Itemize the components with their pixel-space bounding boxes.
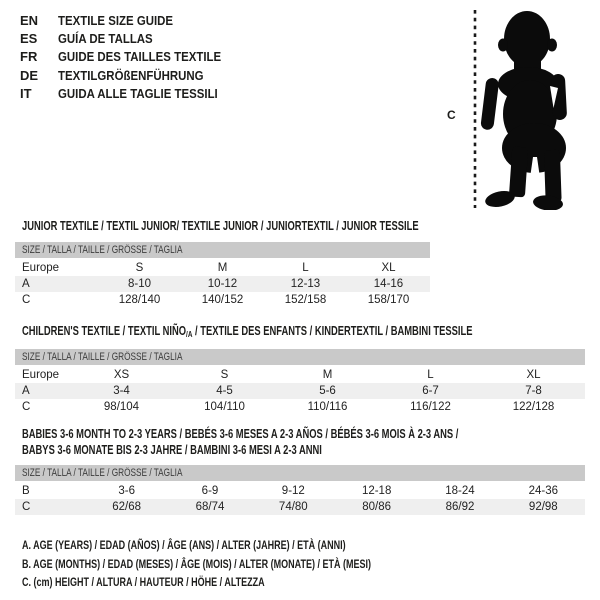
table-cell: 110/116 xyxy=(307,401,348,413)
language-code: EN xyxy=(20,12,39,28)
toddler-silhouette xyxy=(480,11,567,210)
table-cell: 3-4 xyxy=(113,385,130,397)
footnote xyxy=(22,573,487,592)
table-cell: 14-16 xyxy=(373,278,404,290)
size-table xyxy=(15,483,585,515)
table-cell: 86/92 xyxy=(445,501,475,513)
language-row xyxy=(20,85,243,103)
row-label-cell: A xyxy=(22,278,30,290)
row-label-cell: C xyxy=(22,294,31,306)
size-table xyxy=(15,367,585,415)
title-subscript: /A xyxy=(186,329,193,339)
row-label-cell: C xyxy=(22,501,31,513)
footnote xyxy=(22,555,487,574)
table-cell: 7-8 xyxy=(525,385,542,397)
table-cell: S xyxy=(220,369,229,381)
child-silhouette-figure xyxy=(462,2,592,210)
footnotes xyxy=(22,536,487,592)
row-label-cell: A xyxy=(22,385,30,397)
babies-textile-section xyxy=(15,427,585,515)
section-title-line1: BABIES 3-6 MONTH TO 2-3 YEARS / BEBÉS 3-6 MESES A 2-3 AÑOS / BÉBÉS 3-6 MOIS À 2-3 ANS / xyxy=(22,427,459,441)
section-title xyxy=(22,324,585,342)
table-row xyxy=(15,292,430,308)
table-cell: 122/128 xyxy=(512,401,555,413)
table-cell: 80/86 xyxy=(362,501,392,513)
table-cell: XL xyxy=(526,369,541,381)
row-label-cell: B xyxy=(22,485,30,497)
language-code: IT xyxy=(20,86,32,102)
table-cell: 10-12 xyxy=(207,278,238,290)
language-label: GUIDE DES TAILLES TEXTILE xyxy=(58,49,222,65)
table-cell: L xyxy=(427,369,434,381)
table-cell: M xyxy=(322,369,333,381)
table-cell: 5-6 xyxy=(319,385,336,397)
language-label: TEXTILGRÖßENFÜHRUNG xyxy=(58,67,204,83)
table-cell: 62/68 xyxy=(112,501,142,513)
table-cell: 9-12 xyxy=(281,485,305,497)
table-cell: 104/110 xyxy=(204,401,245,413)
row-label-cell: C xyxy=(22,401,31,413)
size-header-bar xyxy=(15,242,430,258)
table-row xyxy=(15,399,585,415)
table-cell: 12-18 xyxy=(361,485,392,497)
section-title xyxy=(22,219,430,234)
title-part: CHILDREN'S TEXTILE / TEXTIL NIÑO xyxy=(22,324,187,338)
language-row xyxy=(20,48,243,66)
height-marker-c-label: C xyxy=(447,108,456,122)
table-cell: XS xyxy=(113,369,130,381)
table-cell: 68/74 xyxy=(195,501,225,513)
language-label: TEXTILE SIZE GUIDE xyxy=(58,12,174,28)
language-row xyxy=(20,11,243,29)
table-cell: 116/122 xyxy=(410,401,451,413)
size-header-text: SIZE / TALLA / TAILLE / GRÖSSE / TAGLIA xyxy=(22,244,183,256)
table-cell: 4-5 xyxy=(216,385,233,397)
footnote-text: A. AGE (YEARS) / EDAD (AÑOS) / ÂGE (ANS) / ALTER (JAHRE) / ETÀ (ANNI) xyxy=(22,538,346,552)
table-cell: 18-24 xyxy=(445,485,475,497)
table-cell: 152/158 xyxy=(284,294,327,306)
size-table xyxy=(15,260,430,308)
childrens-textile-section xyxy=(15,324,585,415)
size-header-bar xyxy=(15,349,585,365)
table-cell: 98/104 xyxy=(103,401,140,413)
table-cell: 3-6 xyxy=(118,485,135,497)
language-row xyxy=(20,29,243,47)
language-list xyxy=(20,11,243,103)
table-cell: S xyxy=(135,262,144,274)
language-label: GUÍA DE TALLAS xyxy=(58,31,153,47)
table-row xyxy=(15,260,430,276)
language-label: GUIDA ALLE TAGLIE TESSILI xyxy=(58,86,218,102)
table-row xyxy=(15,276,430,292)
language-code: ES xyxy=(20,31,38,47)
table-cell: 8-10 xyxy=(127,278,152,290)
table-cell: 158/170 xyxy=(367,294,410,306)
table-cell: 128/140 xyxy=(118,294,161,306)
row-label-cell: Europe xyxy=(22,262,60,274)
table-row xyxy=(15,483,585,499)
footnote-text: B. AGE (MONTHS) / EDAD (MESES) / ÂGE (MOIS) / ALTER (MONATE) / ETÀ (MESI) xyxy=(22,556,371,571)
language-code: DE xyxy=(20,67,39,83)
table-cell: XL xyxy=(381,262,396,274)
footnote xyxy=(22,536,487,555)
table-cell: 24-36 xyxy=(528,485,559,497)
section-title-text: JUNIOR TEXTILE / TEXTIL JUNIOR/ TEXTILE JUNIOR / JUNIORTEXTIL / JUNIOR TESSILE xyxy=(22,219,419,233)
size-header-bar xyxy=(15,465,585,481)
table-cell: L xyxy=(302,262,309,274)
table-row xyxy=(15,367,585,383)
table-row xyxy=(15,499,585,515)
table-row xyxy=(15,383,585,399)
table-cell: 74/80 xyxy=(278,501,308,513)
table-cell: 140/152 xyxy=(201,294,244,306)
section-title-text xyxy=(22,324,472,342)
section-title-line2: BABYS 3-6 MONATE BIS 2-3 JAHRE / BAMBINI 3-6 MESI A 2-3 ANNI xyxy=(22,442,322,457)
language-row xyxy=(20,66,243,84)
size-header-text: SIZE / TALLA / TAILLE / GRÖSSE / TAGLIA xyxy=(22,351,183,363)
size-header-text: SIZE / TALLA / TAILLE / GRÖSSE / TAGLIA xyxy=(22,467,183,479)
footnote-text: C. (cm) HEIGHT / ALTURA / HAUTEUR / HÖHE / ALTEZZA xyxy=(22,575,265,589)
junior-textile-section xyxy=(15,219,430,308)
title-part: / TEXTILE DES ENFANTS / KINDERTEXTIL / BAMBINI TESSILE xyxy=(192,324,473,338)
table-cell: 92/98 xyxy=(528,501,558,513)
table-cell: 6-7 xyxy=(422,385,439,397)
table-cell: 12-13 xyxy=(290,278,321,290)
row-label-cell: Europe xyxy=(22,369,60,381)
section-title xyxy=(22,427,585,458)
table-cell: M xyxy=(217,262,228,274)
table-cell: 6-9 xyxy=(201,485,219,497)
language-code: FR xyxy=(20,49,38,65)
